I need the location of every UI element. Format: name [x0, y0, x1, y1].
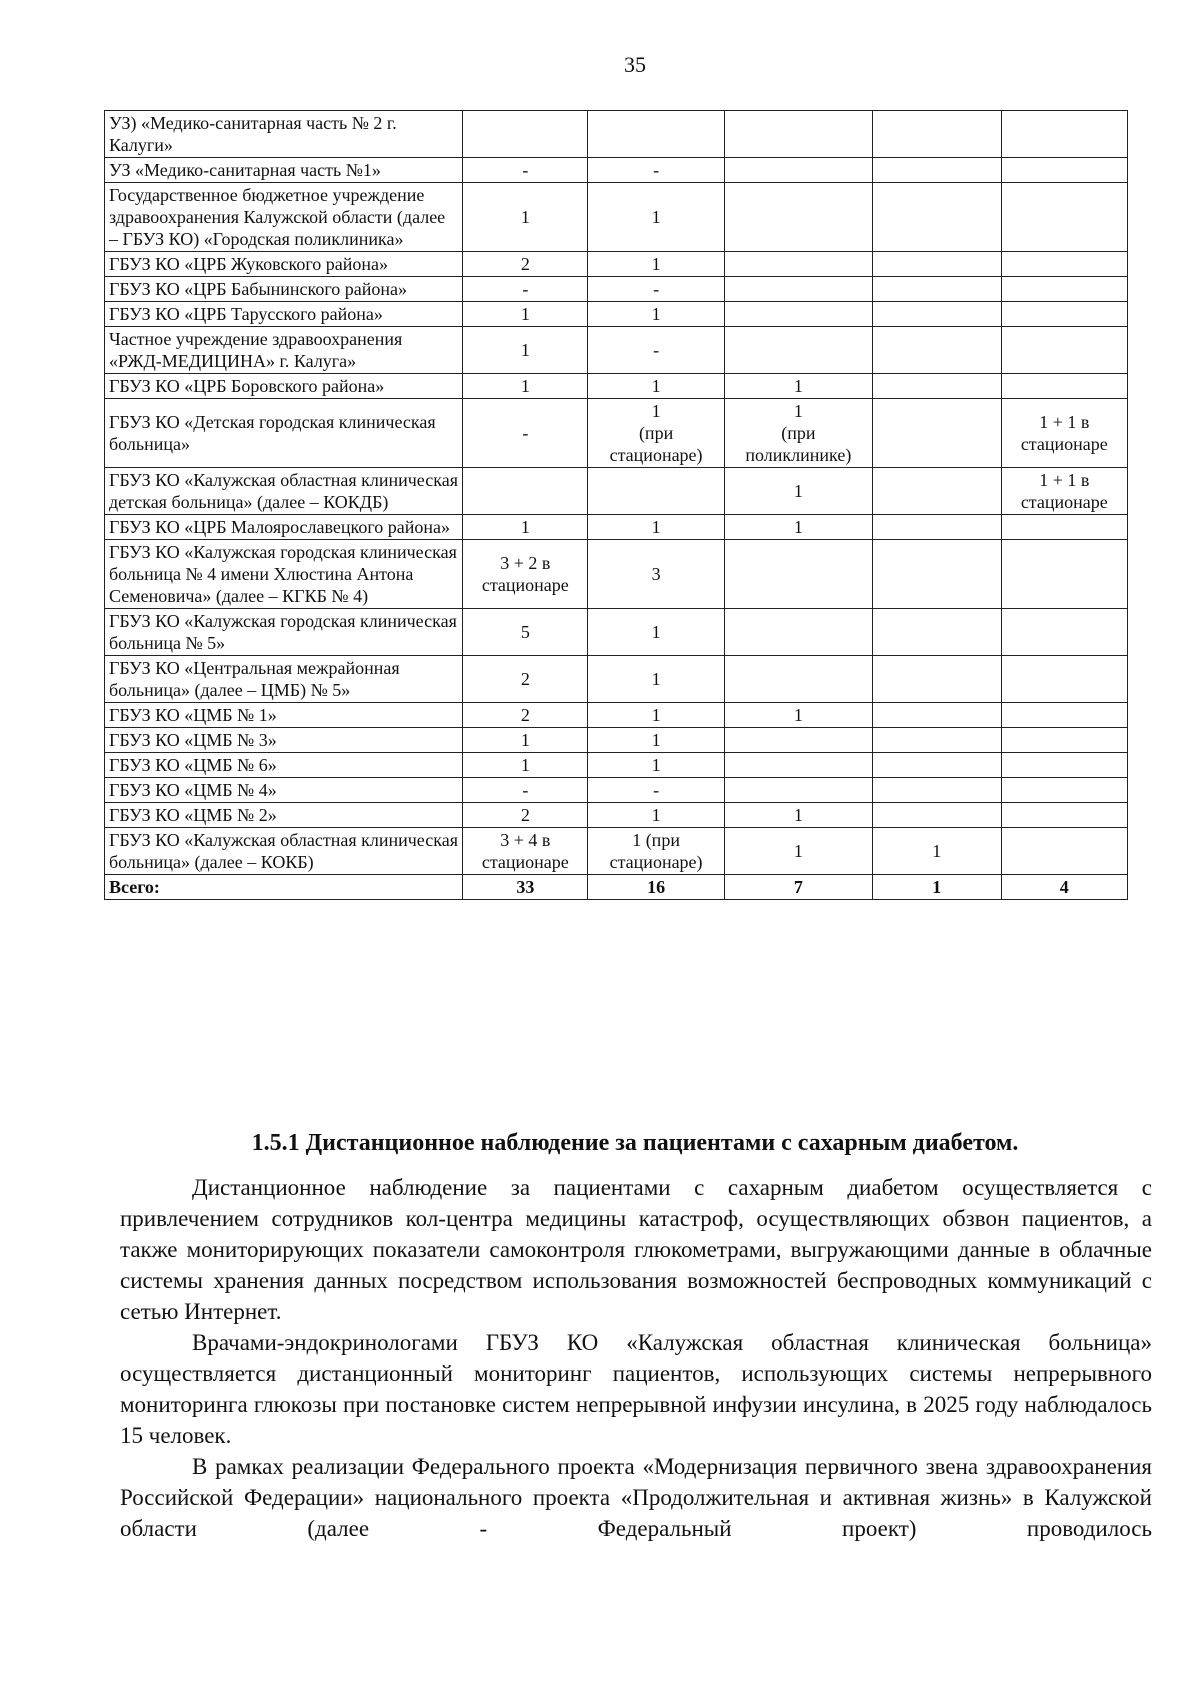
value-cell-c2: - [588, 778, 724, 803]
value-cell-c4 [873, 468, 1002, 515]
value-cell-c2: 1 [588, 803, 724, 828]
value-cell-c4 [873, 111, 1002, 158]
value-cell-c2: 1 [588, 656, 724, 703]
facility-name-cell: ГБУЗ КО «ЦРБ Жуковского района» [105, 252, 463, 277]
value-cell-c5 [1001, 327, 1127, 374]
value-cell-c3 [724, 302, 872, 327]
table-row [105, 515, 1128, 540]
value-cell-c1: 2 [463, 656, 588, 703]
value-cell-c1: 33 [463, 875, 588, 900]
value-cell-c3 [724, 753, 872, 778]
value-cell-c3: 1 [724, 828, 872, 875]
page-number: 35 [624, 52, 646, 77]
facility-name-cell: ГБУЗ КО «Калужская городская клиническая больница № 5» [105, 609, 463, 656]
table-row [105, 803, 1128, 828]
value-cell-c2: 1 [588, 753, 724, 778]
value-cell-c4 [873, 399, 1002, 468]
value-cell-c5 [1001, 803, 1127, 828]
facility-name-cell: ГБУЗ КО «ЦРБ Боровского района» [105, 374, 463, 399]
facilities-table [104, 110, 1128, 900]
facility-name-cell: ГБУЗ КО «ЦМБ № 6» [105, 753, 463, 778]
value-cell-c5 [1001, 728, 1127, 753]
facility-name-cell: ГБУЗ КО «Центральная межрайонная больница» (далее – ЦМБ) № 5» [105, 656, 463, 703]
value-cell-c2: 1 [588, 609, 724, 656]
table-row [105, 111, 1128, 158]
value-cell-c5 [1001, 111, 1127, 158]
facility-name-cell: ГБУЗ КО «ЦМБ № 4» [105, 778, 463, 803]
facility-name-cell: ГБУЗ КО «Калужская областная клиническая больница» (далее – КОКБ) [105, 828, 463, 875]
facilities-table-container [104, 110, 1128, 900]
value-cell-c5: 4 [1001, 875, 1127, 900]
value-cell-c1: - [463, 778, 588, 803]
value-cell-c1 [463, 111, 588, 158]
value-cell-c3 [724, 609, 872, 656]
value-cell-c5 [1001, 609, 1127, 656]
value-cell-c1: 2 [463, 703, 588, 728]
facility-name-cell: ГБУЗ КО «ЦМБ № 3» [105, 728, 463, 753]
facility-name-cell: УЗ) «Медико-санитарная часть № 2 г. Калуги» [105, 111, 463, 158]
value-cell-c4 [873, 277, 1002, 302]
value-cell-c3 [724, 183, 872, 252]
value-cell-c1: 3 + 2 в стационаре [463, 540, 588, 609]
facility-name-cell: ГБУЗ КО «Калужская городская клиническая больница № 4 имени Хлюстина Антона Семеновича» (далее – КГКБ № 4) [105, 540, 463, 609]
value-cell-c5: 1 + 1 в стационаре [1001, 468, 1127, 515]
facility-name-cell: ГБУЗ КО «ЦМБ № 1» [105, 703, 463, 728]
value-cell-c5 [1001, 778, 1127, 803]
table-row [105, 609, 1128, 656]
value-cell-c1: 3 + 4 в стационаре [463, 828, 588, 875]
value-cell-c2: 16 [588, 875, 724, 900]
value-cell-c4 [873, 252, 1002, 277]
facility-name-cell: ГБУЗ КО «ЦМБ № 2» [105, 803, 463, 828]
value-cell-c5 [1001, 183, 1127, 252]
value-cell-c1: 1 [463, 515, 588, 540]
value-cell-c3 [724, 252, 872, 277]
value-cell-c4 [873, 753, 1002, 778]
value-cell-c2: 1 (при стационаре) [588, 828, 724, 875]
value-cell-c3: 7 [724, 875, 872, 900]
value-cell-c2: 1 [588, 374, 724, 399]
value-cell-c4 [873, 540, 1002, 609]
value-cell-c2 [588, 111, 724, 158]
value-cell-c4 [873, 158, 1002, 183]
value-cell-c3: 1 [724, 515, 872, 540]
value-cell-c5 [1001, 515, 1127, 540]
value-cell-c2 [588, 468, 724, 515]
value-cell-c5 [1001, 703, 1127, 728]
facility-name-cell: Всего: [105, 875, 463, 900]
value-cell-c2: 1 [588, 302, 724, 327]
section-title: 1.5.1 Дистанционное наблюдение за пациентами с сахарным диабетом. [251, 1130, 1019, 1156]
value-cell-c1: 2 [463, 803, 588, 828]
value-cell-c3 [724, 327, 872, 374]
facility-name-cell: Государственное бюджетное учреждение здравоохранения Калужской области (далее – ГБУЗ КО) «Городская поликлиника» [105, 183, 463, 252]
value-cell-c3 [724, 778, 872, 803]
value-cell-c4 [873, 327, 1002, 374]
value-cell-c1: - [463, 158, 588, 183]
table-row [105, 277, 1128, 302]
value-cell-c4 [873, 183, 1002, 252]
value-cell-c4 [873, 515, 1002, 540]
value-cell-c4 [873, 656, 1002, 703]
table-row [105, 703, 1128, 728]
value-cell-c3 [724, 111, 872, 158]
value-cell-c2: - [588, 277, 724, 302]
table-row [105, 252, 1128, 277]
table-row [105, 468, 1128, 515]
table-row [105, 158, 1128, 183]
value-cell-c5 [1001, 252, 1127, 277]
facility-name-cell: ГБУЗ КО «Детская городская клиническая больница» [105, 399, 463, 468]
value-cell-c1: 1 [463, 753, 588, 778]
value-cell-c3: 1 [724, 468, 872, 515]
value-cell-c5 [1001, 753, 1127, 778]
value-cell-c2: - [588, 158, 724, 183]
value-cell-c1: 5 [463, 609, 588, 656]
value-cell-c3: 1 [724, 803, 872, 828]
value-cell-c5 [1001, 302, 1127, 327]
value-cell-c4 [873, 302, 1002, 327]
value-cell-c3 [724, 277, 872, 302]
value-cell-c4 [873, 374, 1002, 399]
facility-name-cell: ГБУЗ КО «Калужская областная клиническая детская больница» (далее – КОКДБ) [105, 468, 463, 515]
value-cell-c1: 1 [463, 302, 588, 327]
value-cell-c5 [1001, 828, 1127, 875]
table-row [105, 327, 1128, 374]
value-cell-c4: 1 [873, 828, 1002, 875]
value-cell-c5 [1001, 656, 1127, 703]
value-cell-c2: 1 [588, 183, 724, 252]
table-row [105, 183, 1128, 252]
value-cell-c1: 1 [463, 183, 588, 252]
value-cell-c4 [873, 778, 1002, 803]
table-row [105, 540, 1128, 609]
value-cell-c2: 1 [588, 703, 724, 728]
value-cell-c5 [1001, 540, 1127, 609]
table-row [105, 728, 1128, 753]
value-cell-c3: 1 [724, 703, 872, 728]
value-cell-c5 [1001, 158, 1127, 183]
value-cell-c2: 1 [588, 515, 724, 540]
value-cell-c3: 1 [724, 374, 872, 399]
value-cell-c4 [873, 803, 1002, 828]
body-text [120, 1172, 1152, 1544]
facility-name-cell: ГБУЗ КО «ЦРБ Тарусского района» [105, 302, 463, 327]
value-cell-c5 [1001, 374, 1127, 399]
value-cell-c3 [724, 656, 872, 703]
value-cell-c1: - [463, 399, 588, 468]
value-cell-c1: 1 [463, 374, 588, 399]
facility-name-cell: Частное учреждение здравоохранения «РЖД-МЕДИЦИНА» г. Калуга» [105, 327, 463, 374]
value-cell-c5: 1 + 1 в стационаре [1001, 399, 1127, 468]
table-body [105, 111, 1128, 900]
value-cell-c1: 1 [463, 327, 588, 374]
value-cell-c3: 1 (при поликлинике) [724, 399, 872, 468]
value-cell-c3 [724, 540, 872, 609]
total-row [105, 875, 1128, 900]
table-row [105, 828, 1128, 875]
value-cell-c2: 1 [588, 252, 724, 277]
value-cell-c4 [873, 609, 1002, 656]
table-row [105, 374, 1128, 399]
facility-name-cell: ГБУЗ КО «ЦРБ Бабынинского района» [105, 277, 463, 302]
table-row [105, 399, 1128, 468]
paragraph: В рамках реализации Федерального проекта «Модернизация первичного звена здравоохранения Российской Федерации» национального проекта «Продолжительная и активная жизнь» в Калужской области (далее - Федеральный проект) проводилось [120, 1454, 1152, 1541]
paragraph: Врачами-эндокринологами ГБУЗ КО «Калужская областная клиническая больница» осуществляется дистанционный мониторинг пациентов, использующих системы непрерывного мониторинга глюкозы при постановке систем непрерывной инфузии инсулина, в 2025 году наблюдалось 15 человек. [120, 1330, 1152, 1448]
value-cell-c4 [873, 703, 1002, 728]
value-cell-c4 [873, 728, 1002, 753]
value-cell-c1: 2 [463, 252, 588, 277]
value-cell-c3 [724, 728, 872, 753]
value-cell-c3 [724, 158, 872, 183]
value-cell-c1: 1 [463, 728, 588, 753]
value-cell-c2: - [588, 327, 724, 374]
paragraph: Дистанционное наблюдение за пациентами с сахарным диабетом осуществляется с привлечением сотрудников кол-центра медицины катастроф, осуществляющих обзвон пациентов, а также мониторирующих показатели самоконтроля глюкометрами, выгружающими данные в облачные системы хранения данных посредством использования возможностей беспроводных коммуникаций с сетью Интернет. [120, 1175, 1152, 1324]
table-row [105, 656, 1128, 703]
table-row [105, 753, 1128, 778]
value-cell-c4: 1 [873, 875, 1002, 900]
value-cell-c1 [463, 468, 588, 515]
value-cell-c5 [1001, 277, 1127, 302]
value-cell-c1: - [463, 277, 588, 302]
table-row [105, 302, 1128, 327]
facility-name-cell: ГБУЗ КО «ЦРБ Малоярославецкого района» [105, 515, 463, 540]
value-cell-c2: 3 [588, 540, 724, 609]
table-row [105, 778, 1128, 803]
facility-name-cell: УЗ «Медико-санитарная часть №1» [105, 158, 463, 183]
value-cell-c2: 1 (при стационаре) [588, 399, 724, 468]
value-cell-c2: 1 [588, 728, 724, 753]
